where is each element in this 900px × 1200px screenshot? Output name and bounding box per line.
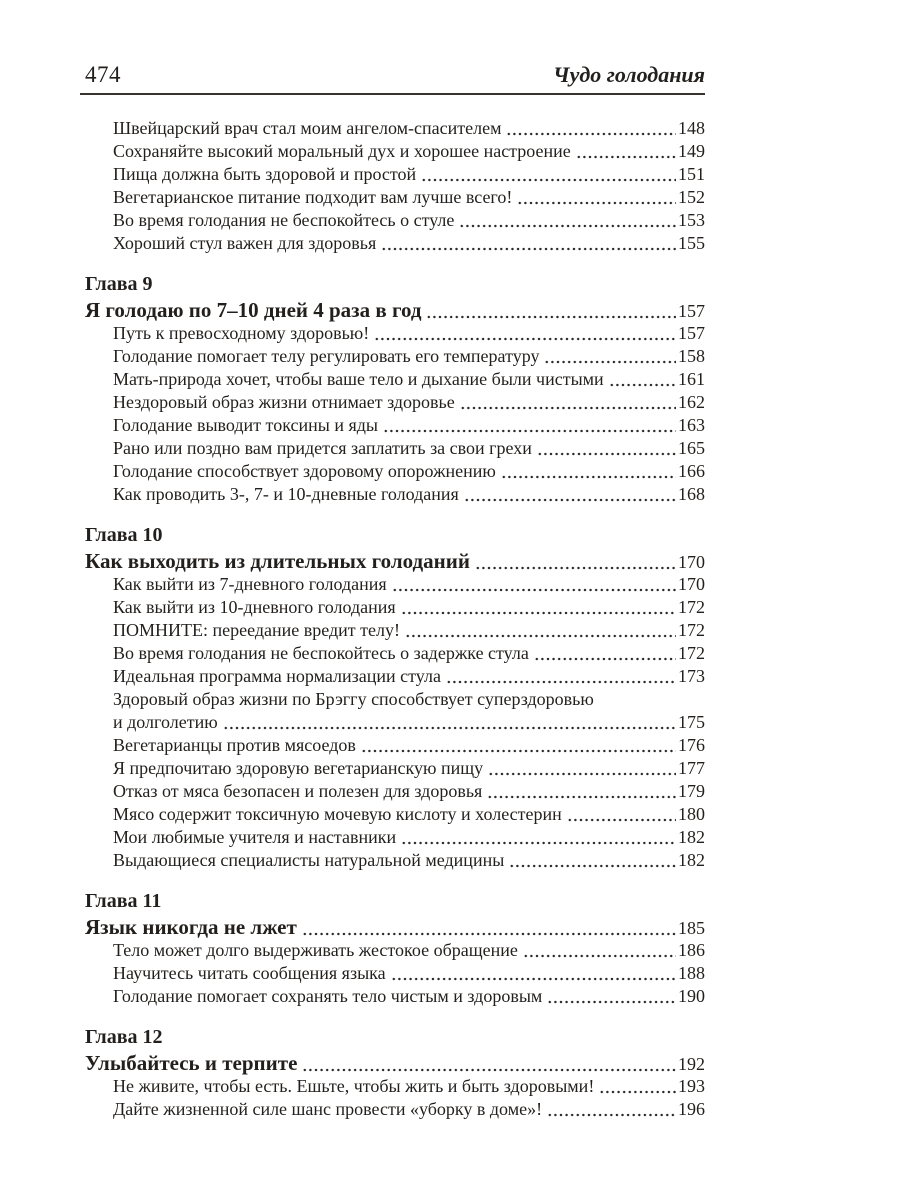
toc-entry-page-number: 172 [678, 620, 705, 640]
toc-entry-page-number: 186 [678, 940, 705, 960]
dot-leader [223, 715, 676, 733]
dot-leader [361, 738, 676, 756]
toc-entry-label: Голодание выводит токсины и яды [113, 415, 378, 435]
toc-entry-page-number: 157 [678, 323, 705, 343]
toc-entry-page-number: 172 [678, 643, 705, 663]
dot-leader [517, 190, 676, 208]
dot-leader [501, 464, 676, 482]
dot-leader [401, 600, 676, 618]
dot-leader [426, 304, 676, 322]
toc-entry-page-number: 170 [678, 574, 705, 594]
chapter-page-number: 170 [678, 552, 705, 572]
dot-leader [567, 807, 676, 825]
toc-entry [85, 461, 705, 484]
toc-entry-page-number: 175 [678, 712, 705, 732]
toc-entry [85, 323, 705, 346]
dot-leader [509, 853, 676, 871]
toc-entry-page-number: 176 [678, 735, 705, 755]
chapter-label-row [85, 1026, 705, 1051]
toc-entry [85, 346, 705, 369]
dot-leader [391, 966, 676, 984]
dot-leader [534, 646, 676, 664]
toc-entry-label: Хороший стул важен для здоровья [113, 233, 377, 253]
chapter-title-row [85, 549, 705, 574]
dot-leader [523, 943, 676, 961]
chapter-page-number: 185 [678, 918, 705, 938]
toc-entry-label: Голодание способствует здоровому опорожнению [113, 461, 496, 481]
toc-entry [85, 210, 705, 233]
toc-entry-label: Голодание помогает телу регулировать его температуру [113, 346, 540, 366]
toc-entry-page-number: 148 [678, 118, 705, 138]
dot-leader [547, 989, 676, 1007]
toc-entry-page-number: 151 [678, 164, 705, 184]
toc-entry [85, 963, 705, 986]
running-title: Чудо голодания [553, 62, 705, 87]
dot-leader [381, 236, 676, 254]
dot-leader [464, 487, 676, 505]
toc-entry-label: Здоровый образ жизни по Брэггу способствует суперздоровью [113, 689, 594, 709]
toc-entry-label: Я предпочитаю здоровую вегетарианскую пищу [113, 758, 484, 778]
chapter-label-row [85, 524, 705, 549]
dot-leader [537, 441, 676, 459]
dot-leader [302, 1057, 676, 1075]
header-rule [80, 93, 705, 95]
dot-leader [392, 577, 676, 595]
dot-leader [401, 830, 676, 848]
table-of-contents [85, 118, 705, 1122]
toc-entry [85, 620, 705, 643]
toc-entry-label: Мясо содержит токсичную мочевую кислоту и холестерин [113, 804, 562, 824]
chapter-title-text: Я голодаю по 7–10 дней 4 раза в год [85, 298, 422, 322]
toc-entry-label: ПОМНИТЕ: переедание вредит телу! [113, 620, 400, 640]
toc-entry-page-number: 162 [678, 392, 705, 412]
dot-leader [459, 213, 676, 231]
toc-entry [85, 643, 705, 666]
toc-entry [85, 597, 705, 620]
dot-leader [460, 395, 676, 413]
toc-entry-label: Выдающиеся специалисты натуральной медицины [113, 850, 505, 870]
toc-entry-label: Швейцарский врач стал моим ангелом-спасителем [113, 118, 502, 138]
toc-entry [85, 415, 705, 438]
toc-entry-label: Как выйти из 10-дневного голодания [113, 597, 396, 617]
toc-entry [85, 233, 705, 256]
toc-entry-page-number: 196 [678, 1099, 705, 1119]
toc-section-continued [85, 118, 705, 256]
toc-entry [85, 689, 705, 712]
dot-leader [421, 167, 676, 185]
toc-entry-label: Во время голодания не беспокойтесь о задержке стула [113, 643, 529, 663]
toc-entry-label: Как выйти из 7-дневного голодания [113, 574, 387, 594]
toc-entry [85, 827, 705, 850]
toc-entry-page-number: 193 [678, 1076, 705, 1096]
chapter-label-text: Глава 11 [85, 890, 162, 912]
toc-entry-page-number: 152 [678, 187, 705, 207]
dot-leader [547, 1102, 676, 1120]
toc-entry-label: Отказ от мяса безопасен и полезен для здоровья [113, 781, 483, 801]
dot-leader [576, 144, 676, 162]
toc-entry-page-number: 172 [678, 597, 705, 617]
toc-entry-label: Дайте жизненной силе шанс провести «уборку в доме»! [113, 1099, 543, 1119]
toc-entry-label: Сохраняйте высокий моральный дух и хорошее настроение [113, 141, 571, 161]
toc-entry-page-number: 173 [678, 666, 705, 686]
chapter-title-row [85, 1051, 705, 1076]
chapter-title-row [85, 298, 705, 323]
toc-entry [85, 484, 705, 507]
dot-leader [374, 326, 676, 344]
toc-entry-label: Рано или поздно вам придется заплатить за свои грехи [113, 438, 532, 458]
toc-entry [85, 574, 705, 597]
chapter-page-number: 157 [678, 301, 705, 321]
toc-entry-page-number: 158 [678, 346, 705, 366]
chapter-label-row [85, 273, 705, 298]
toc-entry-page-number: 155 [678, 233, 705, 253]
toc-section-chapter-1 [85, 273, 705, 507]
toc-entry [85, 369, 705, 392]
dot-leader [302, 921, 676, 939]
toc-entry-page-number: 177 [678, 758, 705, 778]
chapter-title-text: Язык никогда не лжет [85, 915, 297, 939]
toc-entry [85, 940, 705, 963]
dot-leader [475, 555, 676, 573]
page-header [85, 62, 705, 88]
chapter-title-text: Улыбайтесь и терпите [85, 1051, 298, 1075]
toc-entry [85, 392, 705, 415]
toc-entry [85, 187, 705, 210]
dot-leader [383, 418, 676, 436]
toc-entry-page-number: 182 [678, 827, 705, 847]
toc-entry-page-number: 153 [678, 210, 705, 230]
toc-section-chapter-2 [85, 524, 705, 873]
toc-entry [85, 986, 705, 1009]
chapter-title-row [85, 915, 705, 940]
toc-entry-label: Научитесь читать сообщения языка [113, 963, 386, 983]
dot-leader [405, 623, 676, 641]
toc-entry-page-number: 182 [678, 850, 705, 870]
chapter-label-row [85, 890, 705, 915]
toc-entry-label: Во время голодания не беспокойтесь о стуле [113, 210, 455, 230]
toc-entry-label: Вегетарианское питание подходит вам лучше всего! [113, 187, 513, 207]
toc-entry [85, 735, 705, 758]
dot-leader [544, 349, 676, 367]
toc-entry [85, 1076, 705, 1099]
toc-entry [85, 438, 705, 461]
toc-entry-label: Путь к превосходному здоровью! [113, 323, 370, 343]
toc-section-chapter-3 [85, 890, 705, 1009]
chapter-label-text: Глава 12 [85, 1026, 163, 1048]
toc-entry [85, 1099, 705, 1122]
toc-entry-page-number: 165 [678, 438, 705, 458]
toc-entry-label: Мать-природа хочет, чтобы ваше тело и дыхание были чистыми [113, 369, 604, 389]
dot-leader [506, 121, 676, 139]
dot-leader [446, 669, 676, 687]
toc-entry-page-number: 168 [678, 484, 705, 504]
chapter-page-number: 192 [678, 1054, 705, 1074]
dot-leader [599, 1079, 676, 1097]
chapter-title-text: Как выходить из длительных голоданий [85, 549, 470, 573]
page-number: 474 [85, 62, 121, 87]
toc-entry-label: Нездоровый образ жизни отнимает здоровье [113, 392, 455, 412]
toc-entry-label: Идеальная программа нормализации стула [113, 666, 441, 686]
toc-entry-page-number: 166 [678, 461, 705, 481]
dot-leader [609, 372, 676, 390]
toc-entry [85, 712, 705, 735]
toc-entry-label: Вегетарианцы против мясоедов [113, 735, 356, 755]
toc-entry-page-number: 188 [678, 963, 705, 983]
toc-entry [85, 804, 705, 827]
toc-entry-page-number: 190 [678, 986, 705, 1006]
chapter-label-text: Глава 10 [85, 524, 163, 546]
toc-entry [85, 781, 705, 804]
toc-entry [85, 164, 705, 187]
toc-section-chapter-4 [85, 1026, 705, 1122]
toc-entry [85, 850, 705, 873]
dot-leader [488, 761, 676, 779]
toc-entry-page-number: 179 [678, 781, 705, 801]
toc-entry-page-number: 149 [678, 141, 705, 161]
toc-entry-page-number: 161 [678, 369, 705, 389]
toc-entry-label: Голодание помогает сохранять тело чистым и здоровым [113, 986, 543, 1006]
toc-entry-label: и долголетию [113, 712, 218, 732]
toc-entry [85, 141, 705, 164]
toc-entry-label: Тело может долго выдерживать жестокое обращение [113, 940, 518, 960]
toc-entry-label: Не живите, чтобы есть. Ешьте, чтобы жить и быть здоровыми! [113, 1076, 595, 1096]
dot-leader [487, 784, 676, 802]
toc-entry-page-number: 163 [678, 415, 705, 435]
chapter-label-text: Глава 9 [85, 273, 153, 295]
toc-entry-label: Пища должна быть здоровой и простой [113, 164, 417, 184]
toc-entry-page-number: 180 [678, 804, 705, 824]
toc-entry [85, 118, 705, 141]
toc-entry-label: Мои любимые учителя и наставники [113, 827, 397, 847]
toc-entry [85, 758, 705, 781]
toc-entry-label: Как проводить 3-, 7- и 10-дневные голодания [113, 484, 459, 504]
toc-entry [85, 666, 705, 689]
